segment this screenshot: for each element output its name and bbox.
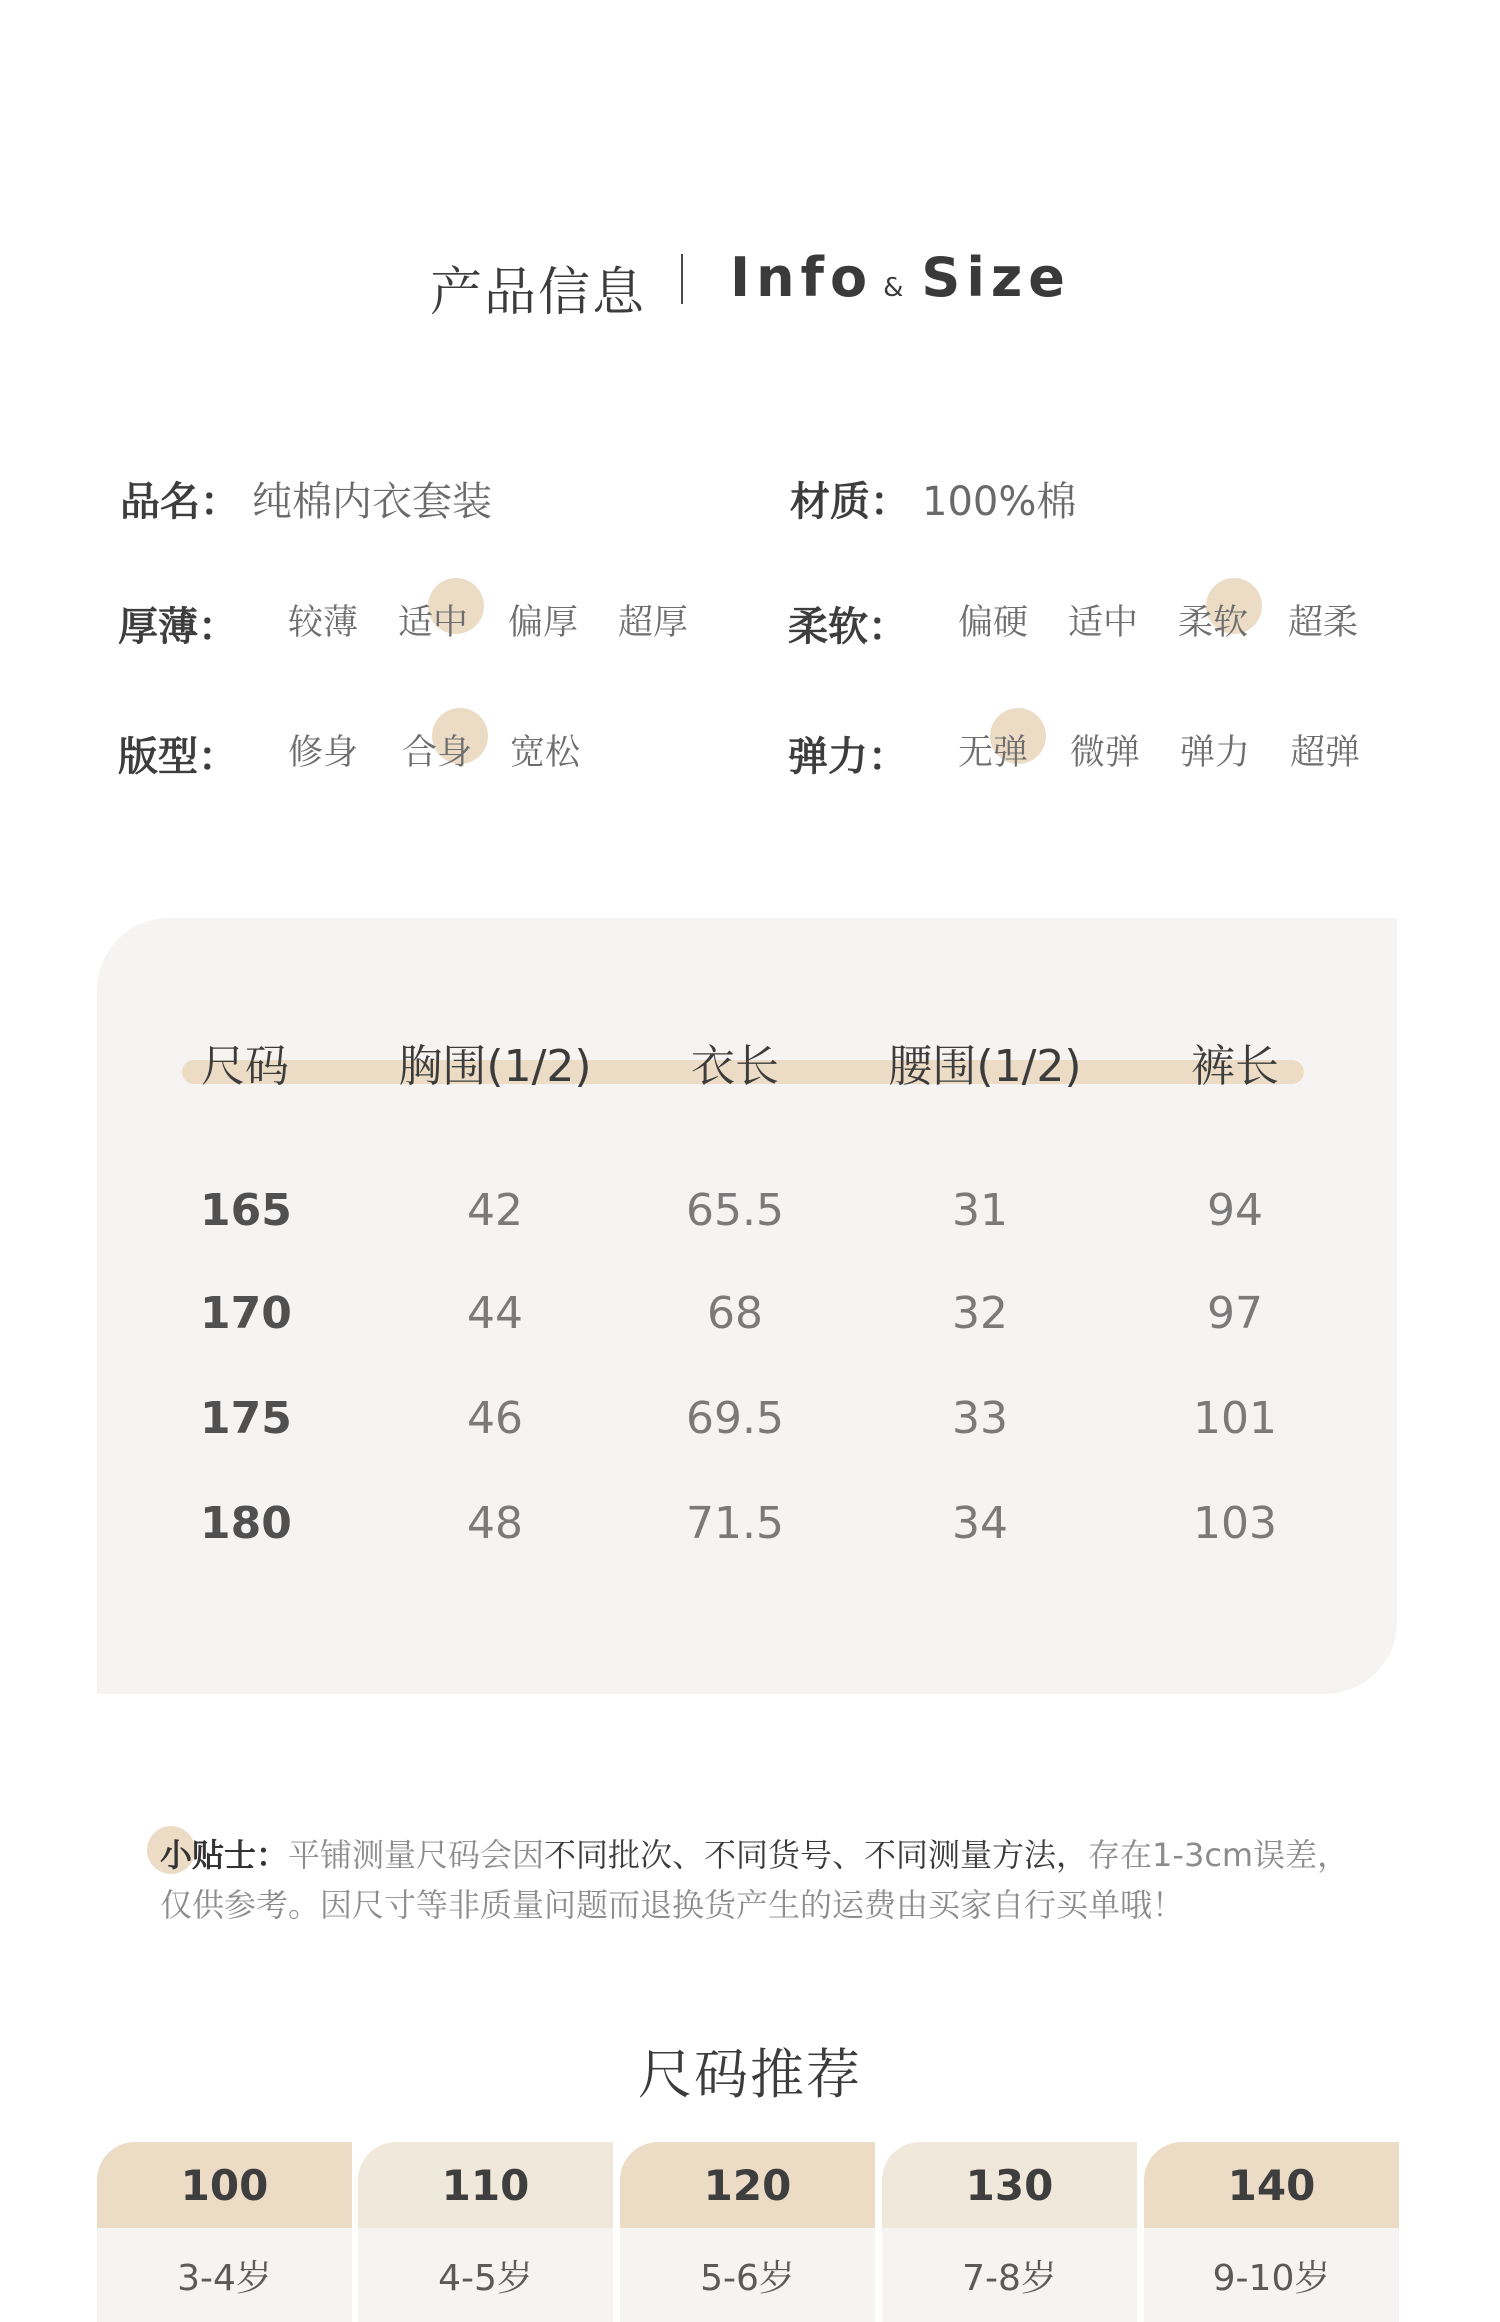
material-value: 100%棉 xyxy=(922,479,1077,525)
softness-option: 偏硬 xyxy=(958,603,1029,643)
title-en-size: Size xyxy=(921,246,1071,309)
size-table-cell: 31 xyxy=(952,1185,1008,1236)
recommend-column xyxy=(97,2142,352,2322)
title-divider xyxy=(681,254,683,304)
recommend-column xyxy=(1144,2142,1399,2322)
tip-text-emphasis: 不同批次、不同货号、不同测量方法， xyxy=(544,1836,1089,1874)
size-table-cell: 33 xyxy=(952,1393,1008,1444)
recommend-age: 5-6岁 xyxy=(620,2228,875,2322)
recommend-size: 140 xyxy=(1144,2142,1399,2228)
size-table-cell: 69.5 xyxy=(686,1393,784,1444)
recommend-size: 130 xyxy=(882,2142,1137,2228)
title-chinese: 产品信息 xyxy=(430,263,647,323)
elasticity-option: 弹力 xyxy=(1180,733,1251,773)
recommend-age: 4-5岁 xyxy=(358,2228,613,2322)
recommend-size: 120 xyxy=(620,2142,875,2228)
size-table-cell: 48 xyxy=(467,1498,523,1549)
title-en-info: Info xyxy=(730,246,874,309)
fit-option: 合身 xyxy=(402,733,473,773)
size-table-header: 胸围(1/2) xyxy=(398,1041,592,1092)
size-table-header: 裤长 xyxy=(1191,1041,1279,1092)
fit-option: 宽松 xyxy=(510,733,581,773)
size-table-cell: 42 xyxy=(467,1185,523,1236)
size-table-cell: 175 xyxy=(200,1393,292,1444)
recommend-title: 尺码推荐 xyxy=(638,2043,862,2106)
recommend-age: 7-8岁 xyxy=(882,2228,1137,2322)
size-table-cell: 34 xyxy=(952,1498,1008,1549)
tip-label: 小贴士： xyxy=(160,1836,289,1874)
elasticity-option: 超弹 xyxy=(1290,733,1361,773)
size-table-cell: 44 xyxy=(467,1288,523,1339)
size-table-header: 腰围(1/2) xyxy=(888,1041,1082,1092)
size-table-header: 尺码 xyxy=(201,1041,289,1092)
elasticity-option: 微弹 xyxy=(1070,733,1141,773)
recommend-age: 9-10岁 xyxy=(1144,2228,1399,2322)
size-table-cell: 71.5 xyxy=(686,1498,784,1549)
size-table-cell: 180 xyxy=(200,1498,292,1549)
material-label: 材质： xyxy=(790,479,910,525)
title-en-ampersand: & xyxy=(883,273,904,303)
section-title xyxy=(0,244,1500,323)
thickness-option: 适中 xyxy=(398,603,469,643)
thickness-option: 偏厚 xyxy=(508,603,579,643)
product-name-value: 纯棉内衣套装 xyxy=(252,479,492,525)
tip-text: 平铺测量尺码会因 xyxy=(288,1836,545,1874)
size-table-cell: 32 xyxy=(952,1288,1008,1339)
recommend-column xyxy=(882,2142,1137,2322)
size-table-cell: 101 xyxy=(1193,1393,1277,1444)
fit-option: 修身 xyxy=(288,733,359,773)
recommend-age: 3-4岁 xyxy=(97,2228,352,2322)
size-table-cell: 97 xyxy=(1207,1288,1263,1339)
tip-text: 存在1-3cm误差，仅供参考。因尺寸等非质量问题而退换货产生的运费由买家自行买单哦！ xyxy=(160,1836,1350,1924)
recommend-size: 110 xyxy=(358,2142,613,2228)
size-table-header: 衣长 xyxy=(691,1041,779,1092)
product-name-label: 品名： xyxy=(120,479,240,525)
softness-option: 适中 xyxy=(1068,603,1139,643)
size-table-cell: 46 xyxy=(467,1393,523,1444)
size-tip xyxy=(160,1830,1360,1930)
recommend-size: 100 xyxy=(97,2142,352,2228)
softness-option: 超柔 xyxy=(1288,603,1359,643)
fit-label: 版型： xyxy=(118,734,238,780)
size-table-cell: 103 xyxy=(1193,1498,1277,1549)
title-english xyxy=(730,246,1071,309)
elasticity-option: 无弹 xyxy=(958,733,1029,773)
thickness-label: 厚薄： xyxy=(118,604,238,650)
size-table-cell: 65.5 xyxy=(686,1185,784,1236)
recommend-column xyxy=(358,2142,613,2322)
size-table-cell: 165 xyxy=(200,1185,292,1236)
thickness-option: 超厚 xyxy=(618,603,689,643)
size-table-cell: 68 xyxy=(707,1288,763,1339)
thickness-option: 较薄 xyxy=(288,603,359,643)
softness-option: 柔软 xyxy=(1178,603,1249,643)
elasticity-label: 弹力： xyxy=(788,734,908,780)
recommend-column xyxy=(620,2142,875,2322)
size-table-cell: 94 xyxy=(1207,1185,1263,1236)
softness-label: 柔软： xyxy=(788,604,908,650)
size-table-cell: 170 xyxy=(200,1288,292,1339)
